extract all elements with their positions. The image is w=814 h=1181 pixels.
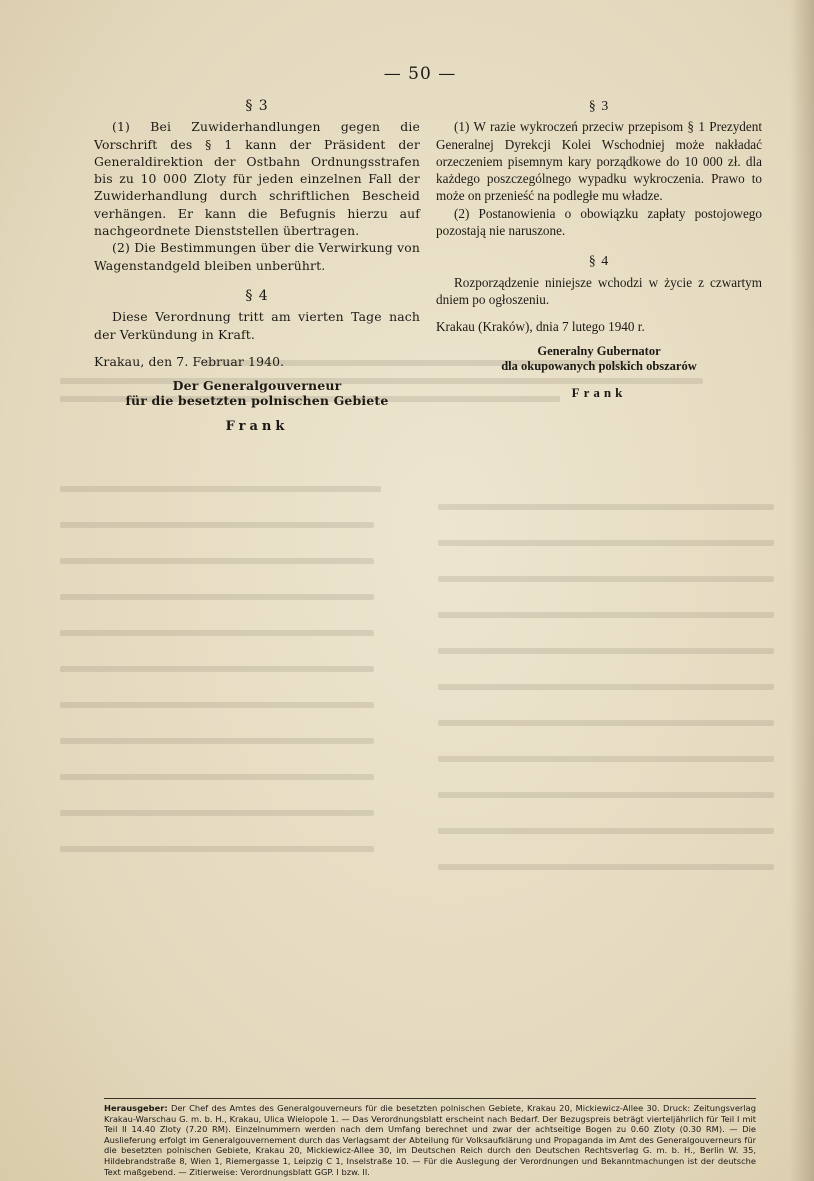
polish-place-date: Krakau (Kraków), dnia 7 lutego 1940 r. <box>436 319 645 335</box>
polish-signer: Frank <box>571 384 627 400</box>
german-place-date: Krakau, den 7. Februar 1940. <box>94 353 285 369</box>
german-column <box>94 98 420 435</box>
polish-authority <box>436 344 762 374</box>
page-edge-shadow <box>790 0 814 1181</box>
page-number: — 50 — <box>383 64 457 84</box>
polish-section-3-paragraph-2: (2) Postanowienia o obowiązku zapłaty postojowego pozostają nie naruszone. <box>436 205 762 239</box>
polish-section-3-paragraph-1: (1) W razie wykroczeń przeciw przepisom § 1 Prezydent Generalnej Dyrekcji Kolei Wschodniej może nakładać orzeczeniem pisemnym kary porządkowe do 10 000 zł. dla każdego poszczególnego wypadku wykroczenia. Prawo to może on przenieść na podległe mu władze. <box>436 119 762 204</box>
polish-authority-territory: dla okupowanych polskich obszarów <box>501 358 697 373</box>
footer-text: Der Chef des Amtes des Generalgouverneurs für die besetzten polnischen Gebiete, Krakau 20, Mickiewicz-Allee 30. Druck: Zeitungsverlag Krakau-Warschau G. m. b. H., Krakau, Ulica Wielopole 1. — Das Verordnungsblatt erscheint nach Bedarf. Der Bezugspreis beträgt vierteljährlich für Teil I mit Teil II 14.40 Zloty (7.20 RM). Einzelnummern werden nach dem Umfang berechnet und zwar der achtseitige Bogen zu 0.60 Zloty (0.30 RM). — Die Auslieferung erfolgt im Generalgouvernement durch das Verlagsamt der Abteilung für Volksaufklärung und Propaganda im Amt des Generalgouverneurs für die besetzten polnischen Gebiete, Krakau 20, Mickiewicz-Allee 30, im Deutschen Reich durch den Deutschen Rechtsverlag G. m. b. H., Berlin W. 35, Hildebrandstraße 8, Wien 1, Riemergasse 1, Leipzig C 1, Inselstraße 10. — Für die Auslegung der Verordnungen und Bekanntmachungen ist der deutsche Text maßgebend. — Zitierweise: Verordnungsblatt GGP. I bzw. II. <box>104 1103 756 1177</box>
german-section-4-paragraph: Diese Verordnung tritt am vierten Tage nach der Verkündung in Kraft. <box>94 309 420 342</box>
german-authority-title: Der Generalgouverneur <box>172 378 342 394</box>
polish-section-4-paragraph: Rozporządzenie niniejsze wchodzi w życie z czwartym dniem po ogłoszeniu. <box>436 274 762 307</box>
german-authority <box>94 378 420 408</box>
publisher-footer <box>104 1098 756 1177</box>
german-section-3-paragraph-1: (1) Bei Zuwiderhandlungen gegen die Vorschrift des § 1 kann der Präsident der Generaldirektion der Ostbahn Ordnungsstrafen bis zu 10 000 Zloty für jeden einzelnen Fall der Zuwiderhandlung durch schriftlichen Bescheid verhängen. Er kann die Befugnis hierzu auf nachgeordnete Dienststellen übertragen. <box>94 119 420 239</box>
german-section-4-heading: § 4 <box>245 287 269 304</box>
german-section-3-paragraph-2: (2) Die Bestimmungen über die Verwirkung von Wagenstandgeld bleiben unberührt. <box>94 240 420 273</box>
polish-authority-title: Generalny Gubernator <box>537 343 661 358</box>
german-section-3-heading: § 3 <box>245 98 269 114</box>
german-signer: Frank <box>225 419 289 435</box>
polish-column <box>436 98 762 401</box>
german-authority-territory: für die besetzten polnischen Gebiete <box>125 393 389 409</box>
footer-publisher-label: Herausgeber: <box>104 1103 168 1113</box>
polish-section-3-heading: § 3 <box>588 99 610 114</box>
polish-section-4-heading: § 4 <box>588 254 610 270</box>
